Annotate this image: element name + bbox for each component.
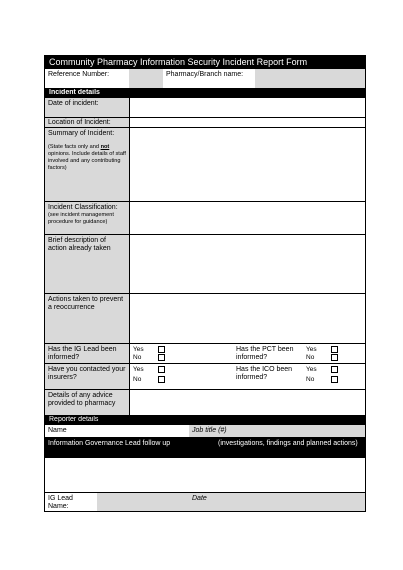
actions-row xyxy=(45,294,365,344)
informed-row-2 xyxy=(45,364,365,390)
incident-report-form xyxy=(44,55,366,512)
incident-details-header xyxy=(45,89,365,98)
incident-details-title: Incident details xyxy=(49,89,100,96)
ig-lead-no-label: No xyxy=(133,354,142,361)
reporter-details-title: Reporter details xyxy=(49,416,99,423)
insurers-label: Have you contacted your insurers? xyxy=(45,364,129,389)
ig-lead-row xyxy=(45,493,365,511)
ico-yes-label: Yes xyxy=(306,366,317,373)
ig-followup-header xyxy=(45,438,365,458)
advice-field[interactable] xyxy=(129,390,365,415)
summary-label-cell xyxy=(45,128,129,201)
ico-informed-label: Has the ICO been informed? xyxy=(236,366,293,382)
pct-informed-label: Has the PCT been informed? xyxy=(236,346,294,362)
classification-field[interactable] xyxy=(129,202,365,234)
date-label: Date of incident: xyxy=(45,98,129,117)
date-field[interactable] xyxy=(129,98,365,117)
actions-label: Actions taken to prevent a reoccurrence xyxy=(45,294,129,343)
ig-followup-field[interactable] xyxy=(45,458,365,493)
pharmacy-label: Pharmacy/Branch name: xyxy=(166,71,244,78)
classification-note: (see incident management procedure for guidance) xyxy=(48,212,114,226)
pct-yes-checkbox[interactable] xyxy=(331,346,338,353)
ig-lead-date-cell[interactable] xyxy=(189,493,365,511)
classification-label-cell xyxy=(45,202,129,234)
name-label: Name xyxy=(48,427,67,434)
ig-lead-no-checkbox[interactable] xyxy=(158,354,165,361)
ico-no-checkbox[interactable] xyxy=(331,376,338,383)
classification-row xyxy=(45,202,365,235)
advice-row xyxy=(45,390,365,416)
ig-lead-name-field[interactable] xyxy=(97,493,189,511)
pct-no-label: No xyxy=(306,354,315,361)
ico-yes-checkbox[interactable] xyxy=(331,366,338,373)
reference-row xyxy=(45,69,365,89)
informed-row-1 xyxy=(45,344,365,364)
summary-label: Summary of Incident: xyxy=(48,130,115,137)
job-title-cell[interactable] xyxy=(189,425,365,437)
insurers-yes-label: Yes xyxy=(133,366,144,373)
ig-lead-yes-checkbox[interactable] xyxy=(158,346,165,353)
ig-lead-informed-label: Has the IG Lead been informed? xyxy=(45,344,129,363)
reference-label: Reference Number: xyxy=(48,71,110,78)
brief-label: Brief description of action already taken xyxy=(45,235,129,293)
summary-field[interactable] xyxy=(129,128,365,201)
actions-field[interactable] xyxy=(129,294,365,343)
ig-lead-date-label: Date xyxy=(192,495,207,502)
reporter-details-header xyxy=(45,416,365,425)
job-title-label: Job title (#) xyxy=(192,427,227,434)
pct-no-checkbox[interactable] xyxy=(331,354,338,361)
ig-followup-title: Information Governance Lead follow up xyxy=(48,440,171,447)
ico-options xyxy=(303,364,365,389)
summary-note: (State facts only and not opinions. Include details of staff involved and any contributing factors) xyxy=(48,144,126,172)
insurers-options xyxy=(129,364,233,389)
location-label: Location of Incident: xyxy=(45,118,129,127)
summary-row xyxy=(45,128,365,202)
insurers-no-checkbox[interactable] xyxy=(158,376,165,383)
ig-lead-options xyxy=(129,344,233,363)
ig-followup-note: (investigations, findings and planned actions) xyxy=(218,440,358,447)
brief-row xyxy=(45,235,365,294)
insurers-yes-checkbox[interactable] xyxy=(158,366,165,373)
location-row xyxy=(45,118,365,128)
brief-field[interactable] xyxy=(129,235,365,293)
ig-lead-name-label: IG Lead Name: xyxy=(48,495,73,511)
pct-options xyxy=(303,344,365,363)
advice-label: Details of any advice provided to pharmacy xyxy=(45,390,129,415)
location-field[interactable] xyxy=(129,118,365,127)
ig-lead-yes-label: Yes xyxy=(133,346,144,353)
pct-yes-label: Yes xyxy=(306,346,317,353)
form-title-bar xyxy=(45,56,365,69)
insurers-no-label: No xyxy=(133,376,142,383)
ico-no-label: No xyxy=(306,376,315,383)
date-row xyxy=(45,98,365,118)
reference-field[interactable] xyxy=(129,69,163,88)
pharmacy-field[interactable] xyxy=(255,69,365,88)
form-title: Community Pharmacy Information Security Incident Report Form xyxy=(49,57,308,67)
classification-label: Incident Classification: xyxy=(48,204,118,211)
reporter-row xyxy=(45,425,365,438)
